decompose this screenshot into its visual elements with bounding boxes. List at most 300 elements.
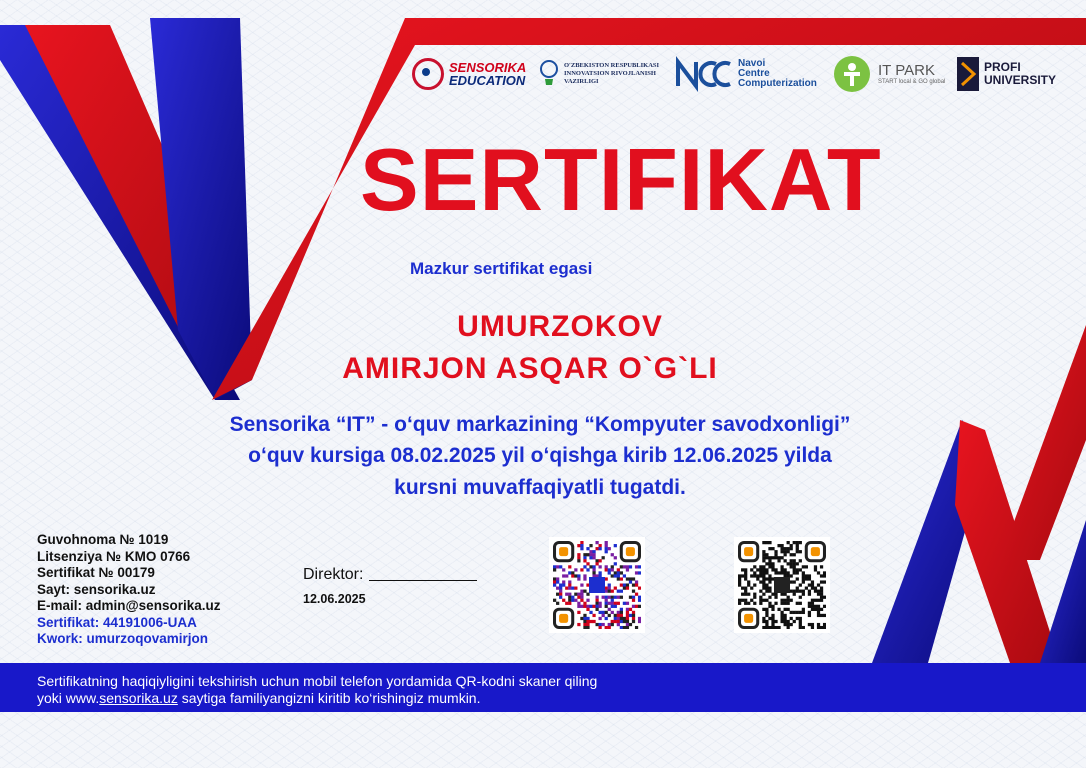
qr-module <box>808 623 811 626</box>
qr-module <box>638 596 641 599</box>
qr-module <box>793 553 796 556</box>
qr-module <box>784 623 787 626</box>
footer-text <box>37 673 597 707</box>
qr-module <box>753 593 756 596</box>
qr-module <box>823 623 826 626</box>
qr-module <box>799 620 802 623</box>
qr-module <box>744 599 747 602</box>
qr-module <box>562 583 565 586</box>
qr-module <box>605 605 608 608</box>
qr-module <box>608 608 611 611</box>
qr-module <box>817 599 820 602</box>
qr-module <box>811 605 814 608</box>
qr-module <box>747 593 750 596</box>
qr-module <box>744 602 747 605</box>
qr-module <box>799 623 802 626</box>
qr-module <box>811 583 814 586</box>
qr-module <box>599 547 602 550</box>
qr-module <box>780 614 783 617</box>
qr-module <box>583 590 586 593</box>
qr-module <box>820 599 823 602</box>
qr-module <box>595 559 598 562</box>
qr-module <box>811 587 814 590</box>
qr-finder-center <box>744 614 753 623</box>
qr-module <box>592 605 595 608</box>
itpark-logo-tagline: START local & GO global <box>878 78 946 85</box>
qr-module <box>780 599 783 602</box>
navoi-logo <box>674 54 817 94</box>
qr-module <box>784 571 787 574</box>
qr-module <box>620 583 623 586</box>
navoi-logo-line3: Computerization <box>738 78 817 89</box>
qr-module <box>744 574 747 577</box>
qr-module <box>586 599 589 602</box>
qr-module <box>768 602 771 605</box>
qr-module <box>808 577 811 580</box>
qr-finder-center <box>744 547 753 556</box>
qr-module <box>592 620 595 623</box>
qr-module <box>799 602 802 605</box>
qr-module <box>780 556 783 559</box>
qr-module <box>617 623 620 626</box>
qr-module <box>611 574 614 577</box>
qr-code-black[interactable] <box>734 537 830 633</box>
qr-module <box>814 565 817 568</box>
qr-module <box>796 544 799 547</box>
qr-module <box>814 599 817 602</box>
qr-module <box>608 596 611 599</box>
qr-module <box>796 568 799 571</box>
sertifikat-number: Sertifikat № 00179 <box>37 565 155 580</box>
qr-module <box>605 547 608 550</box>
qr-module <box>592 614 595 617</box>
qr-module <box>553 577 556 580</box>
qr-module <box>553 565 556 568</box>
qr-module <box>762 620 765 623</box>
qr-module <box>784 559 787 562</box>
qr-module <box>608 602 611 605</box>
qr-module <box>771 605 774 608</box>
qr-module <box>589 550 592 553</box>
footer-line2-suffix: saytiga familiyangizni kiritib ko‘rishingiz mumkin. <box>177 690 481 706</box>
qr-module <box>741 587 744 590</box>
qr-module <box>820 608 823 611</box>
qr-module <box>774 550 777 553</box>
qr-module <box>780 617 783 620</box>
qr-module <box>753 574 756 577</box>
qr-module <box>765 568 768 571</box>
qr-module <box>574 574 577 577</box>
director-label: Direktor: <box>303 566 364 583</box>
qr-module <box>787 550 790 553</box>
qr-module <box>568 602 571 605</box>
qr-code-graphic <box>553 541 641 629</box>
qr-module <box>790 574 793 577</box>
qr-module <box>571 574 574 577</box>
qr-module <box>556 580 559 583</box>
partner-logos <box>412 54 1082 94</box>
qr-module <box>811 580 814 583</box>
qr-module <box>617 602 620 605</box>
qr-module <box>808 574 811 577</box>
qr-module <box>608 623 611 626</box>
qr-module <box>592 550 595 553</box>
qr-module <box>632 590 635 593</box>
qr-module <box>623 565 626 568</box>
qr-module <box>589 605 592 608</box>
qr-module <box>629 623 632 626</box>
qr-module <box>774 626 777 629</box>
qr-module <box>817 605 820 608</box>
qr-module <box>768 590 771 593</box>
qr-module <box>623 626 626 629</box>
qr-module <box>592 556 595 559</box>
qr-module <box>583 574 586 577</box>
qr-module <box>583 577 586 580</box>
qr-module <box>762 617 765 620</box>
qr-module <box>608 568 611 571</box>
qr-module <box>762 550 765 553</box>
qr-module <box>611 568 614 571</box>
qr-module <box>635 583 638 586</box>
qr-module <box>614 602 617 605</box>
qr-module <box>599 626 602 629</box>
qr-module <box>820 614 823 617</box>
qr-module <box>605 544 608 547</box>
qr-module <box>617 577 620 580</box>
navoi-logo-line1: Navoi <box>738 58 766 69</box>
qr-module <box>750 568 753 571</box>
qr-module <box>820 590 823 593</box>
qr-module <box>583 556 586 559</box>
qr-code-colored[interactable] <box>549 537 645 633</box>
qr-module <box>632 596 635 599</box>
qr-module <box>635 571 638 574</box>
qr-module <box>796 602 799 605</box>
qr-module <box>768 574 771 577</box>
qr-module <box>599 602 602 605</box>
qr-module <box>823 574 826 577</box>
qr-module <box>614 605 617 608</box>
qr-module <box>565 587 568 590</box>
qr-module <box>765 577 768 580</box>
qr-module <box>574 568 577 571</box>
qr-module <box>793 541 796 544</box>
qr-module <box>635 605 638 608</box>
qr-module <box>568 593 571 596</box>
qr-module <box>793 611 796 614</box>
qr-module <box>632 614 635 617</box>
qr-module <box>762 553 765 556</box>
qr-module <box>771 562 774 565</box>
qr-module <box>568 571 571 574</box>
qr-module <box>768 541 771 544</box>
qr-module <box>586 626 589 629</box>
qr-module <box>787 620 790 623</box>
qr-module <box>811 623 814 626</box>
qr-module <box>787 602 790 605</box>
qr-module <box>777 559 780 562</box>
sensorika-logo <box>412 54 526 94</box>
navoi-logo-line2: Centre <box>738 68 770 79</box>
qr-module <box>799 596 802 599</box>
qr-module <box>592 553 595 556</box>
qr-module <box>580 568 583 571</box>
qr-module <box>599 571 602 574</box>
qr-module <box>632 583 635 586</box>
certificate-body-line2: o‘quv kursiga 08.02.2025 yil o‘qishga kirib 12.06.2025 yilda <box>248 444 832 467</box>
qr-module <box>796 550 799 553</box>
qr-module <box>632 620 635 623</box>
qr-module <box>817 623 820 626</box>
qr-module <box>774 602 777 605</box>
qr-module <box>599 611 602 614</box>
director-signature-line <box>303 566 477 584</box>
qr-module <box>790 565 793 568</box>
qr-module <box>780 620 783 623</box>
qr-module <box>620 596 623 599</box>
qr-module <box>626 617 629 620</box>
qr-module <box>608 547 611 550</box>
qr-module <box>790 547 793 550</box>
qr-module <box>586 605 589 608</box>
qr-module <box>620 590 623 593</box>
qr-module <box>808 614 811 617</box>
qr-module <box>629 565 632 568</box>
qr-module <box>614 571 617 574</box>
qr-module <box>553 583 556 586</box>
qr-module <box>617 611 620 614</box>
qr-module <box>577 623 580 626</box>
qr-module <box>823 614 826 617</box>
qr-finder-center <box>559 547 568 556</box>
qr-module <box>768 577 771 580</box>
qr-module <box>577 556 580 559</box>
qr-module <box>744 590 747 593</box>
qr-module <box>808 602 811 605</box>
qr-module <box>605 565 608 568</box>
qr-module <box>741 574 744 577</box>
qr-module <box>638 587 641 590</box>
qr-module <box>811 602 814 605</box>
qr-module <box>753 596 756 599</box>
qr-module <box>762 541 765 544</box>
qr-module <box>747 602 750 605</box>
qr-module <box>780 568 783 571</box>
qr-module <box>768 605 771 608</box>
qr-module <box>605 596 608 599</box>
qr-module <box>790 599 793 602</box>
qr-module <box>620 626 623 629</box>
qr-module <box>820 574 823 577</box>
qr-module <box>817 590 820 593</box>
qr-module <box>814 605 817 608</box>
qr-module <box>623 574 626 577</box>
qr-module <box>820 593 823 596</box>
qr-module <box>768 587 771 590</box>
qr-module <box>768 596 771 599</box>
qr-module <box>599 544 602 547</box>
qr-module <box>635 565 638 568</box>
qr-module <box>553 580 556 583</box>
qr-module <box>784 617 787 620</box>
qr-module <box>586 620 589 623</box>
qr-module <box>583 623 586 626</box>
qr-finder-center <box>626 547 635 556</box>
qr-module <box>768 580 771 583</box>
qr-module <box>771 614 774 617</box>
qr-module <box>614 556 617 559</box>
qr-module <box>583 559 586 562</box>
qr-module <box>611 620 614 623</box>
qr-module <box>605 568 608 571</box>
qr-module <box>614 587 617 590</box>
qr-module <box>602 614 605 617</box>
qr-module <box>589 565 592 568</box>
qr-module <box>793 580 796 583</box>
qr-finder-center <box>811 547 820 556</box>
kwork-handle: Kwork: umurzoqovamirjon <box>37 631 209 646</box>
qr-module <box>790 617 793 620</box>
qr-module <box>768 562 771 565</box>
qr-module <box>774 593 777 596</box>
qr-module <box>577 605 580 608</box>
qr-module <box>632 577 635 580</box>
qr-module <box>796 547 799 550</box>
qr-module <box>635 580 638 583</box>
qr-module <box>611 565 614 568</box>
qr-module <box>559 593 562 596</box>
qr-module <box>762 577 765 580</box>
owner-label: Mazkur sertifikat egasi <box>410 259 593 278</box>
qr-module <box>629 608 632 611</box>
qr-module <box>571 571 574 574</box>
qr-module <box>626 611 629 614</box>
qr-module <box>808 605 811 608</box>
qr-module <box>774 568 777 571</box>
qr-module <box>568 583 571 586</box>
qr-module <box>784 553 787 556</box>
footer-line1: Sertifikatning haqiqiyligini tekshirish uchun mobil telefon yordamida QR-kodni skaner qiling <box>37 673 598 689</box>
qr-module <box>765 562 768 565</box>
profi-mark-icon <box>957 57 979 91</box>
qr-module <box>595 608 598 611</box>
qr-module <box>599 623 602 626</box>
qr-module <box>586 562 589 565</box>
qr-module <box>768 547 771 550</box>
qr-module <box>765 599 768 602</box>
qr-module <box>571 596 574 599</box>
qr-module <box>626 577 629 580</box>
qr-module <box>753 565 756 568</box>
website: Sayt: sensorika.uz <box>37 581 156 597</box>
qr-module <box>756 574 759 577</box>
qr-module <box>771 593 774 596</box>
qr-module <box>790 562 793 565</box>
qr-module <box>586 617 589 620</box>
qr-module <box>556 577 559 580</box>
qr-module <box>802 608 805 611</box>
qr-module <box>784 599 787 602</box>
qr-module <box>811 626 814 629</box>
qr-module <box>617 574 620 577</box>
qr-module <box>777 608 780 611</box>
qr-module <box>565 593 568 596</box>
qr-module <box>817 583 820 586</box>
qr-module <box>580 583 583 586</box>
qr-module <box>759 580 762 583</box>
sensorika-link[interactable]: sensorika.uz <box>99 690 178 706</box>
qr-module <box>777 556 780 559</box>
certificate-body-line3: kursni muvaffaqiyatli tugatdi. <box>394 476 686 499</box>
registration-info <box>37 532 220 648</box>
qr-module <box>765 620 768 623</box>
qr-module <box>602 556 605 559</box>
qr-module <box>623 602 626 605</box>
qr-module <box>774 556 777 559</box>
qr-module <box>802 626 805 629</box>
qr-module <box>577 593 580 596</box>
qr-module <box>796 587 799 590</box>
qr-module <box>611 553 614 556</box>
qr-module <box>577 577 580 580</box>
qr-module <box>614 544 617 547</box>
qr-module <box>592 568 595 571</box>
qr-module <box>614 562 617 565</box>
qr-module <box>796 617 799 620</box>
qr-module <box>608 571 611 574</box>
qr-module <box>765 587 768 590</box>
qr-module <box>814 608 817 611</box>
qr-module <box>790 590 793 593</box>
qr-module <box>738 577 741 580</box>
qr-module <box>620 620 623 623</box>
qr-module <box>802 571 805 574</box>
issue-date: 12.06.2025 <box>303 592 366 606</box>
qr-module <box>605 611 608 614</box>
qr-module <box>635 626 638 629</box>
qr-module <box>759 574 762 577</box>
qr-module <box>605 541 608 544</box>
qr-module <box>787 596 790 599</box>
qr-module <box>611 599 614 602</box>
qr-module <box>617 568 620 571</box>
qr-module <box>617 614 620 617</box>
qr-module <box>744 593 747 596</box>
qr-module <box>614 596 617 599</box>
qr-module <box>799 626 802 629</box>
qr-module <box>565 574 568 577</box>
qr-module <box>771 626 774 629</box>
qr-module <box>762 593 765 596</box>
qr-module <box>583 617 586 620</box>
qr-module <box>626 565 629 568</box>
footer-line2 <box>37 690 597 707</box>
qr-module <box>605 590 608 593</box>
qr-module <box>759 590 762 593</box>
qr-module <box>787 623 790 626</box>
qr-module <box>771 608 774 611</box>
qr-module <box>574 599 577 602</box>
sensorika-logo-line1: SENSORIKA <box>449 60 527 75</box>
qr-module <box>780 544 783 547</box>
email: E-mail: admin@sensorika.uz <box>37 598 221 613</box>
qr-module <box>771 623 774 626</box>
qr-module <box>787 547 790 550</box>
qr-module <box>580 599 583 602</box>
qr-module <box>586 568 589 571</box>
qr-module <box>805 565 808 568</box>
